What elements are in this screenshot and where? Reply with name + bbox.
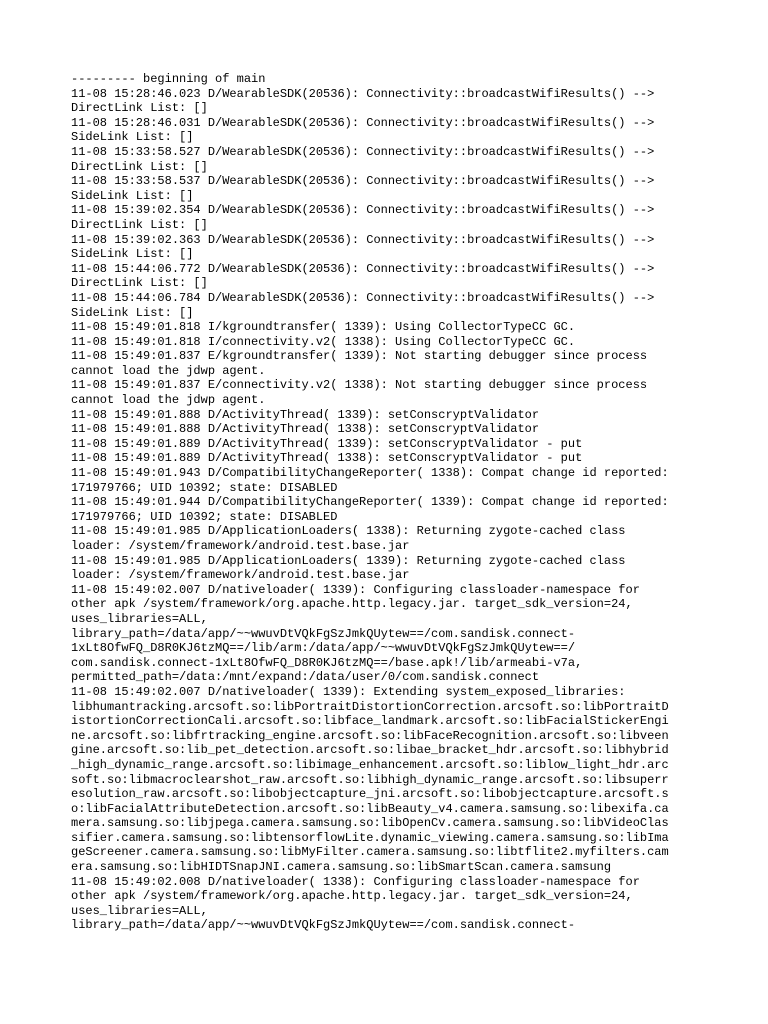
- log-line: 171979766; UID 10392; state: DISABLED: [71, 509, 338, 524]
- log-line: other apk /system/framework/org.apache.http.legacy.jar. target_sdk_version=24,: [71, 889, 633, 904]
- log-line: SideLink List: []: [71, 305, 194, 320]
- log-line: gine.arcsoft.so:lib_pet_detection.arcsoft.so:libae_bracket_hdr.arcsoft.so:libhybrid: [71, 743, 669, 758]
- log-line: 11-08 15:49:01.889 D/ActivityThread( 1338): setConscryptValidator - put: [71, 451, 583, 466]
- log-line: sifier.camera.samsung.so:libtensorflowLite.dynamic_viewing.camera.samsung.so:libIma: [71, 830, 669, 845]
- log-line: 11-08 15:44:06.772 D/WearableSDK(20536): Connectivity::broadcastWifiResults() -->: [71, 261, 655, 276]
- log-line: DirectLink List: []: [71, 101, 208, 116]
- log-line: 11-08 15:49:01.818 I/kgroundtransfer( 1339): Using CollectorTypeCC GC.: [71, 320, 576, 335]
- log-line: cannot load the jdwp agent.: [71, 393, 266, 408]
- log-line: 11-08 15:49:01.985 D/ApplicationLoaders( 1339): Returning zygote-cached class: [71, 553, 626, 568]
- log-line: 11-08 15:49:01.837 E/connectivity.v2( 1338): Not starting debugger since process: [71, 378, 648, 393]
- log-line: 11-08 15:49:01.888 D/ActivityThread( 1338): setConscryptValidator: [71, 422, 540, 437]
- log-line: era.samsung.so:libHIDTSnapJNI.camera.samsung.so:libSmartScan.camera.samsung: [71, 860, 612, 875]
- log-line: 11-08 15:49:01.943 D/CompatibilityChangeReporter( 1338): Compat change id reported:: [71, 466, 669, 481]
- log-line: 11-08 15:39:02.363 D/WearableSDK(20536): Connectivity::broadcastWifiResults() -->: [71, 232, 655, 247]
- log-line: SideLink List: []: [71, 247, 194, 262]
- log-line: SideLink List: []: [71, 130, 194, 145]
- log-line: 1xLt8OfwFQ_D8R0KJ6tzMQ==/lib/arm:/data/app/~~wwuvDtVQkFgSzJmkQUytew==/: [71, 641, 576, 656]
- log-line: mera.samsung.so:libjpega.camera.samsung.so:libOpenCv.camera.samsung.so:libVideoClas: [71, 816, 669, 831]
- log-line: 171979766; UID 10392; state: DISABLED: [71, 480, 338, 495]
- log-line: 11-08 15:49:02.008 D/nativeloader( 1338): Configuring classloader-namespace for: [71, 874, 640, 889]
- log-line: geScreener.camera.samsung.so:libMyFilter.camera.samsung.so:libtflite2.myfilters.cam: [71, 845, 669, 860]
- log-line: 11-08 15:49:01.837 E/kgroundtransfer( 1339): Not starting debugger since process: [71, 349, 648, 364]
- log-line: loader: /system/framework/android.test.base.jar: [71, 568, 410, 583]
- log-line: 11-08 15:49:02.007 D/nativeloader( 1339): Configuring classloader-namespace for: [71, 582, 640, 597]
- log-line: libhumantracking.arcsoft.so:libPortraitDistortionCorrection.arcsoft.so:libPortraitD: [71, 699, 669, 714]
- log-line: 11-08 15:49:01.944 D/CompatibilityChangeReporter( 1339): Compat change id reported:: [71, 495, 669, 510]
- log-line: permitted_path=/data:/mnt/expand:/data/user/0/com.sandisk.connect: [71, 670, 540, 685]
- log-line: com.sandisk.connect-1xLt8OfwFQ_D8R0KJ6tzMQ==/base.apk!/lib/armeabi-v7a,: [71, 655, 583, 670]
- log-line: cannot load the jdwp agent.: [71, 363, 266, 378]
- log-line: 11-08 15:33:58.527 D/WearableSDK(20536): Connectivity::broadcastWifiResults() -->: [71, 144, 655, 159]
- log-line: 11-08 15:44:06.784 D/WearableSDK(20536): Connectivity::broadcastWifiResults() -->: [71, 290, 655, 305]
- log-line: 11-08 15:49:01.985 D/ApplicationLoaders( 1338): Returning zygote-cached class: [71, 524, 626, 539]
- log-line: DirectLink List: []: [71, 276, 208, 291]
- log-line: uses_libraries=ALL,: [71, 903, 208, 918]
- log-line: istortionCorrectionCali.arcsoft.so:libface_landmark.arcsoft.so:libFacialStickerEngi: [71, 714, 669, 729]
- log-line: 11-08 15:49:02.007 D/nativeloader( 1339): Extending system_exposed_libraries:: [71, 684, 626, 699]
- log-line: other apk /system/framework/org.apache.http.legacy.jar. target_sdk_version=24,: [71, 597, 633, 612]
- log-line: --------- beginning of main: [71, 72, 266, 86]
- log-line: 11-08 15:33:58.537 D/WearableSDK(20536): Connectivity::broadcastWifiResults() -->: [71, 174, 655, 189]
- log-line: esolution_raw.arcsoft.so:libobjectcapture_jni.arcsoft.so:libobjectcapture.arcsoft.s: [71, 787, 669, 802]
- log-line: 11-08 15:49:01.888 D/ActivityThread( 1339): setConscryptValidator: [71, 407, 540, 422]
- log-line: 11-08 15:49:01.889 D/ActivityThread( 1339): setConscryptValidator - put: [71, 436, 583, 451]
- log-document: [71, 72, 701, 933]
- log-line: soft.so:libmacroclearshot_raw.arcsoft.so:libhigh_dynamic_range.arcsoft.so:libsuperr: [71, 772, 669, 787]
- log-line: SideLink List: []: [71, 188, 194, 203]
- log-line: 11-08 15:39:02.354 D/WearableSDK(20536): Connectivity::broadcastWifiResults() -->: [71, 203, 655, 218]
- log-line: ne.arcsoft.so:libfrtracking_engine.arcsoft.so:libFaceRecognition.arcsoft.so:libveen: [71, 728, 669, 743]
- log-line: _high_dynamic_range.arcsoft.so:libimage_enhancement.arcsoft.so:liblow_light_hdr.arc: [71, 757, 669, 772]
- log-line: 11-08 15:28:46.031 D/WearableSDK(20536): Connectivity::broadcastWifiResults() -->: [71, 115, 655, 130]
- log-line: uses_libraries=ALL,: [71, 611, 208, 626]
- log-line: DirectLink List: []: [71, 159, 208, 174]
- log-line: library_path=/data/app/~~wwuvDtVQkFgSzJmkQUytew==/com.sandisk.connect-: [71, 626, 576, 641]
- log-line: loader: /system/framework/android.test.base.jar: [71, 539, 410, 553]
- log-line: o:libFacialAttributeDetection.arcsoft.so:libBeauty_v4.camera.samsung.so:libexifa.ca: [71, 801, 669, 816]
- log-line: 11-08 15:49:01.818 I/connectivity.v2( 1338): Using CollectorTypeCC GC.: [71, 334, 576, 349]
- log-line: 11-08 15:28:46.023 D/WearableSDK(20536): Connectivity::broadcastWifiResults() -->: [71, 86, 655, 101]
- log-line: library_path=/data/app/~~wwuvDtVQkFgSzJmkQUytew==/com.sandisk.connect-: [71, 918, 576, 933]
- log-line: DirectLink List: []: [71, 217, 208, 232]
